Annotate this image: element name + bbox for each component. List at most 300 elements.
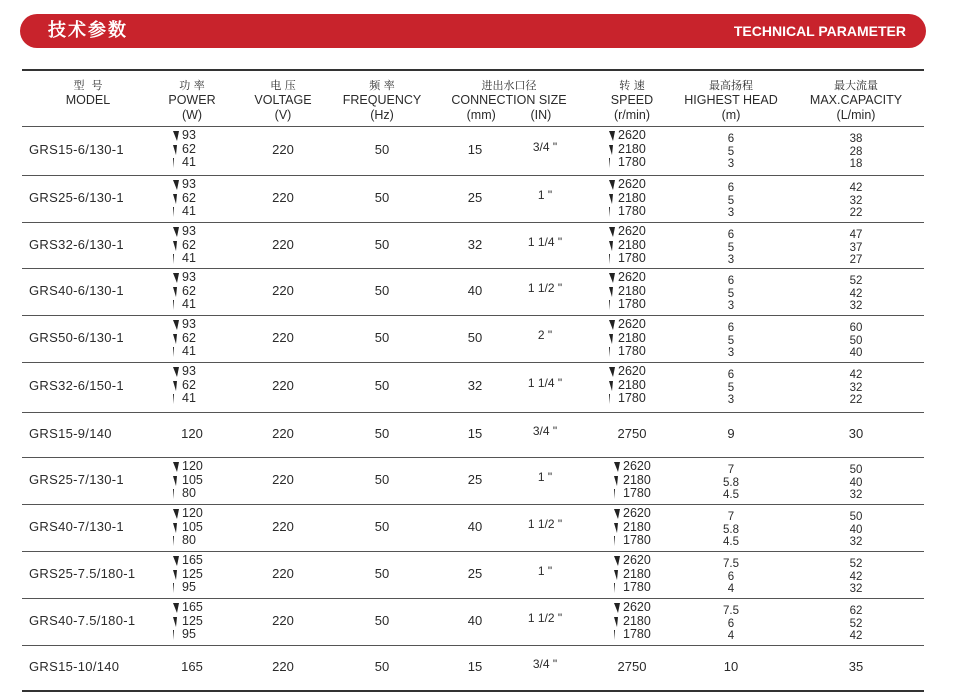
capacity-value: 38 xyxy=(849,133,863,145)
head-cell: 10 xyxy=(723,659,739,674)
power-value-text: 41 xyxy=(182,204,196,218)
speed-level-icon xyxy=(614,489,615,499)
capacity-value: 32 xyxy=(849,300,863,312)
power-value xyxy=(173,460,203,474)
header-speed-cn: 转 速 xyxy=(619,79,645,92)
speed-level-icon xyxy=(609,207,610,217)
model-cell: GRS40-7.5/180-1 xyxy=(29,613,136,628)
voltage-cell: 220 xyxy=(272,190,294,205)
model-cell: GRS15-10/140 xyxy=(29,659,120,674)
speed-value-text: 2620 xyxy=(623,600,651,614)
header-highest-head-en: HIGHEST HEAD xyxy=(684,93,778,107)
speed-level-icon xyxy=(173,254,174,264)
speed-cell: 2750 xyxy=(617,426,647,441)
capacity-value: 40 xyxy=(849,476,863,489)
power-value xyxy=(173,487,203,501)
speed-level-icon xyxy=(614,583,615,593)
power-value xyxy=(173,507,203,521)
row-divider xyxy=(22,457,924,458)
power-value xyxy=(173,156,196,170)
speed-level-icon xyxy=(173,180,179,190)
power-value-text: 105 xyxy=(182,472,203,487)
speed-level-icon xyxy=(173,273,179,283)
connection-mm-cell: 15 xyxy=(467,141,483,157)
voltage-cell: 220 xyxy=(272,566,294,581)
capacity-value: 22 xyxy=(849,207,863,219)
capacity-stack xyxy=(826,275,886,313)
model-cell: GRS32-6/150-1 xyxy=(29,378,124,393)
header-highest-head-unit: (m) xyxy=(721,108,741,122)
row-divider xyxy=(22,175,924,176)
power-value xyxy=(173,474,203,488)
capacity-value: 50 xyxy=(849,511,863,523)
row-divider xyxy=(22,598,924,599)
power-value xyxy=(173,205,196,219)
header-max-capacity xyxy=(796,78,916,124)
power-value xyxy=(173,581,203,595)
row-divider xyxy=(22,268,924,269)
speed-level-icon xyxy=(609,320,615,330)
speed-value xyxy=(614,628,651,642)
speed-value-text: 2180 xyxy=(618,141,646,156)
voltage-cell: 220 xyxy=(272,659,294,674)
connection-inch-cell: 1 1/2 " xyxy=(527,517,563,531)
speed-value-text: 2620 xyxy=(618,128,646,142)
speed-value-text: 1780 xyxy=(623,533,651,547)
speed-level-icon xyxy=(173,394,174,404)
head-stack xyxy=(701,182,761,220)
header-connection-size-cn: 进出水口径 xyxy=(481,79,537,92)
capacity-value: 42 xyxy=(849,369,863,381)
speed-level-icon xyxy=(614,462,620,472)
connection-inch-cell: 3/4 " xyxy=(532,139,558,154)
power-value xyxy=(173,379,196,393)
connection-inch-cell: 1 " xyxy=(537,564,553,578)
header-power-en: POWER xyxy=(168,93,216,107)
header-voltage-en: VOLTAGE xyxy=(254,93,312,107)
voltage-cell: 220 xyxy=(272,141,294,157)
row-divider xyxy=(22,126,924,127)
speed-value-text: 1780 xyxy=(618,251,646,265)
power-stack xyxy=(173,225,196,266)
head-value: 7.5 xyxy=(723,558,739,570)
voltage-cell: 220 xyxy=(272,330,294,345)
speed-value-text: 1780 xyxy=(618,391,646,405)
speed-value xyxy=(614,581,651,595)
speed-stack xyxy=(614,460,651,501)
speed-level-icon xyxy=(173,241,177,251)
head-value: 3 xyxy=(727,254,735,266)
speed-level-icon xyxy=(609,145,613,155)
power-value-text: 93 xyxy=(182,317,196,331)
table-top-rule xyxy=(22,69,924,71)
power-value-text: 62 xyxy=(182,330,196,345)
connection-mm-cell: 40 xyxy=(467,613,483,628)
header-voltage-unit: (V) xyxy=(274,108,292,122)
power-value xyxy=(173,332,196,346)
capacity-stack xyxy=(826,511,886,549)
frequency-cell: 50 xyxy=(374,566,390,581)
power-value-text: 62 xyxy=(182,377,196,392)
speed-level-icon xyxy=(173,630,174,640)
header-power-unit: (W) xyxy=(181,108,203,122)
head-value: 5.8 xyxy=(723,523,739,536)
connection-mm-cell: 15 xyxy=(467,659,483,674)
speed-level-icon xyxy=(173,207,174,217)
capacity-value: 32 xyxy=(849,583,863,595)
voltage-cell: 220 xyxy=(272,426,294,441)
speed-value-text: 2620 xyxy=(623,553,651,567)
speed-level-icon xyxy=(609,287,613,297)
power-cell: 120 xyxy=(181,426,203,441)
head-cell: 9 xyxy=(727,426,735,441)
head-value: 6 xyxy=(727,617,735,630)
frequency-cell: 50 xyxy=(374,190,390,205)
banner-title-cn: 技术参数 xyxy=(48,20,128,41)
connection-inch-cell: 3/4 " xyxy=(532,424,558,438)
head-value: 6 xyxy=(727,322,735,334)
connection-inch-cell: 1 1/4 " xyxy=(527,234,563,249)
speed-value xyxy=(609,143,646,157)
capacity-stack xyxy=(826,464,886,502)
connection-mm-cell: 25 xyxy=(467,190,483,205)
speed-level-icon xyxy=(614,570,618,580)
capacity-value: 32 xyxy=(849,536,863,548)
header-speed-unit: (r/min) xyxy=(613,108,651,122)
header-frequency xyxy=(332,78,432,124)
capacity-value: 42 xyxy=(849,287,863,300)
speed-value-text: 2620 xyxy=(623,459,651,473)
speed-level-icon xyxy=(173,334,177,344)
capacity-value: 27 xyxy=(849,254,863,266)
row-divider xyxy=(22,645,924,646)
speed-value-text: 2180 xyxy=(618,237,646,252)
capacity-value: 60 xyxy=(849,322,863,334)
speed-stack xyxy=(614,507,651,548)
power-value-text: 80 xyxy=(182,533,196,547)
head-value: 6 xyxy=(727,570,735,583)
power-value-text: 93 xyxy=(182,364,196,378)
head-value: 7 xyxy=(727,464,735,476)
header-frequency-cn: 频 率 xyxy=(369,79,395,92)
voltage-cell: 220 xyxy=(272,378,294,393)
connection-inch-cell: 1 1/2 " xyxy=(527,611,563,625)
speed-value xyxy=(609,271,646,285)
speed-stack xyxy=(609,129,646,170)
capacity-cell: 35 xyxy=(848,659,864,674)
speed-value xyxy=(609,365,646,379)
speed-value-text: 1780 xyxy=(618,155,646,169)
power-value xyxy=(173,271,196,285)
power-stack xyxy=(173,460,203,501)
speed-level-icon xyxy=(173,583,174,593)
capacity-value: 28 xyxy=(849,145,863,158)
frequency-cell: 50 xyxy=(374,378,390,393)
power-value-text: 120 xyxy=(182,459,203,473)
speed-level-icon xyxy=(173,523,177,533)
speed-value-text: 2620 xyxy=(618,177,646,191)
speed-level-icon xyxy=(173,194,177,204)
row-divider xyxy=(22,412,924,413)
speed-value xyxy=(609,252,646,266)
speed-value xyxy=(609,178,646,192)
speed-value xyxy=(609,332,646,346)
power-value-text: 95 xyxy=(182,627,196,641)
power-stack xyxy=(173,129,196,170)
power-value xyxy=(173,554,203,568)
head-stack xyxy=(701,229,761,267)
power-value-text: 41 xyxy=(182,391,196,405)
power-value-text: 62 xyxy=(182,141,196,156)
frequency-cell: 50 xyxy=(374,141,390,157)
speed-level-icon xyxy=(609,367,615,377)
model-cell: GRS32-6/130-1 xyxy=(29,236,124,252)
connection-mm-cell: 25 xyxy=(467,472,483,487)
speed-value xyxy=(609,239,646,253)
capacity-value: 52 xyxy=(849,558,863,570)
power-value-text: 93 xyxy=(182,177,196,191)
speed-level-icon xyxy=(614,617,618,627)
head-value: 5 xyxy=(727,194,735,207)
connection-inch-cell: 1 1/4 " xyxy=(527,376,563,390)
power-value-text: 105 xyxy=(182,519,203,534)
capacity-stack xyxy=(826,558,886,596)
speed-value xyxy=(614,474,651,488)
connection-mm-cell: 50 xyxy=(467,330,483,345)
header-model-en: MODEL xyxy=(65,93,111,107)
speed-level-icon xyxy=(609,334,613,344)
power-value xyxy=(173,239,196,253)
power-value-text: 41 xyxy=(182,251,196,265)
connection-mm-cell: 15 xyxy=(467,426,483,441)
power-stack xyxy=(173,507,203,548)
speed-level-icon xyxy=(614,476,618,486)
power-value-text: 41 xyxy=(182,344,196,358)
table-bottom-rule xyxy=(22,690,924,692)
speed-level-icon xyxy=(173,320,179,330)
speed-value xyxy=(609,205,646,219)
speed-value xyxy=(609,345,646,359)
head-value: 3 xyxy=(727,158,735,170)
speed-level-icon xyxy=(173,489,174,499)
speed-level-icon xyxy=(609,227,615,237)
capacity-value: 52 xyxy=(849,617,863,630)
head-value: 3 xyxy=(727,347,735,359)
head-value: 5 xyxy=(727,145,735,158)
header-connection-size-unit: (mm) (IN) xyxy=(466,108,552,122)
speed-level-icon xyxy=(609,131,615,141)
head-value: 7 xyxy=(727,511,735,523)
speed-level-icon xyxy=(173,570,177,580)
frequency-cell: 50 xyxy=(374,330,390,345)
speed-stack xyxy=(614,554,651,595)
capacity-stack xyxy=(826,182,886,220)
frequency-cell: 50 xyxy=(374,472,390,487)
power-value xyxy=(173,628,203,642)
voltage-cell: 220 xyxy=(272,236,294,252)
model-cell: GRS15-6/130-1 xyxy=(29,141,124,157)
head-stack xyxy=(701,558,761,596)
header-highest-head-cn: 最高扬程 xyxy=(709,79,753,92)
speed-level-icon xyxy=(173,158,174,168)
power-value xyxy=(173,129,196,143)
speed-level-icon xyxy=(173,556,179,566)
model-cell: GRS40-6/130-1 xyxy=(29,283,124,298)
speed-value xyxy=(614,521,651,535)
head-value: 6 xyxy=(727,369,735,381)
speed-level-icon xyxy=(614,509,620,519)
speed-value-text: 2620 xyxy=(618,364,646,378)
power-stack xyxy=(173,271,196,312)
power-value-text: 125 xyxy=(182,566,203,581)
speed-value xyxy=(609,285,646,299)
head-value: 6 xyxy=(727,133,735,145)
frequency-cell: 50 xyxy=(374,236,390,252)
power-value-text: 62 xyxy=(182,190,196,205)
connection-mm-cell: 25 xyxy=(467,566,483,581)
header-max-capacity-en: MAX.CAPACITY xyxy=(809,93,903,107)
speed-value xyxy=(614,487,651,501)
power-value xyxy=(173,521,203,535)
model-cell: GRS40-7/130-1 xyxy=(29,519,124,534)
power-value-text: 93 xyxy=(182,128,196,142)
speed-value-text: 1780 xyxy=(623,580,651,594)
speed-stack xyxy=(614,601,651,642)
speed-level-icon xyxy=(614,556,620,566)
header-voltage xyxy=(238,78,328,124)
power-value xyxy=(173,285,196,299)
head-value: 5 xyxy=(727,241,735,254)
header-connection-size xyxy=(434,78,584,124)
capacity-value: 37 xyxy=(849,241,863,254)
row-divider xyxy=(22,222,924,223)
power-value xyxy=(173,225,196,239)
head-stack xyxy=(701,133,761,171)
speed-level-icon xyxy=(614,523,618,533)
capacity-stack xyxy=(826,322,886,360)
power-value-text: 93 xyxy=(182,270,196,284)
header-highest-head xyxy=(671,78,791,124)
speed-value-text: 2620 xyxy=(618,317,646,331)
power-value xyxy=(173,192,196,206)
speed-value xyxy=(609,318,646,332)
row-divider xyxy=(22,551,924,552)
connection-mm-cell: 40 xyxy=(467,283,483,298)
speed-value-text: 1780 xyxy=(623,486,651,500)
head-value: 3 xyxy=(727,300,735,312)
speed-level-icon xyxy=(173,227,179,237)
header-power-cn: 功 率 xyxy=(179,79,205,92)
speed-value xyxy=(609,129,646,143)
section-banner xyxy=(20,14,926,48)
power-value xyxy=(173,345,196,359)
speed-value xyxy=(614,507,651,521)
head-value: 6 xyxy=(727,229,735,241)
power-value xyxy=(173,143,196,157)
capacity-value: 32 xyxy=(849,194,863,207)
power-value-text: 95 xyxy=(182,580,196,594)
connection-mm-cell: 32 xyxy=(467,378,483,393)
head-value: 3 xyxy=(727,394,735,406)
speed-value xyxy=(609,192,646,206)
speed-value xyxy=(614,534,651,548)
power-value xyxy=(173,615,203,629)
speed-level-icon xyxy=(609,241,613,251)
head-value: 4.5 xyxy=(723,489,739,501)
speed-value-text: 2180 xyxy=(623,519,651,534)
speed-level-icon xyxy=(173,509,179,519)
speed-value xyxy=(609,298,646,312)
row-divider xyxy=(22,504,924,505)
speed-level-icon xyxy=(614,603,620,613)
header-model xyxy=(28,78,148,124)
power-stack xyxy=(173,365,196,406)
speed-level-icon xyxy=(609,381,613,391)
capacity-cell: 30 xyxy=(848,426,864,441)
speed-value-text: 1780 xyxy=(618,204,646,218)
frequency-cell: 50 xyxy=(374,659,390,674)
frequency-cell: 50 xyxy=(374,426,390,441)
connection-inch-cell: 1 1/2 " xyxy=(527,281,563,295)
speed-value-text: 2180 xyxy=(618,330,646,345)
model-cell: GRS25-6/130-1 xyxy=(29,190,124,205)
power-value-text: 165 xyxy=(182,600,203,614)
connection-inch-cell: 3/4 " xyxy=(532,657,558,671)
power-value xyxy=(173,365,196,379)
head-value: 3 xyxy=(727,207,735,219)
voltage-cell: 220 xyxy=(272,519,294,534)
header-max-capacity-cn: 最大流量 xyxy=(834,79,878,92)
head-value: 7.5 xyxy=(723,605,739,617)
power-value xyxy=(173,601,203,615)
power-stack xyxy=(173,318,196,359)
capacity-value: 42 xyxy=(849,630,863,642)
speed-value xyxy=(614,568,651,582)
speed-level-icon xyxy=(173,603,179,613)
speed-level-icon xyxy=(173,536,174,546)
speed-level-icon xyxy=(173,145,177,155)
speed-value-text: 2180 xyxy=(618,190,646,205)
model-cell: GRS50-6/130-1 xyxy=(29,330,124,345)
power-value-text: 62 xyxy=(182,283,196,298)
power-stack xyxy=(173,601,203,642)
speed-level-icon xyxy=(173,347,174,357)
speed-value xyxy=(609,392,646,406)
head-stack xyxy=(701,369,761,407)
speed-level-icon xyxy=(173,287,177,297)
speed-level-icon xyxy=(614,630,615,640)
head-stack xyxy=(701,605,761,643)
speed-value-text: 1780 xyxy=(618,297,646,311)
head-value: 6 xyxy=(727,182,735,194)
head-stack xyxy=(701,322,761,360)
speed-value-text: 2180 xyxy=(623,472,651,487)
voltage-cell: 220 xyxy=(272,472,294,487)
speed-level-icon xyxy=(609,347,610,357)
model-cell: GRS25-7/130-1 xyxy=(29,472,124,487)
speed-value-text: 2620 xyxy=(618,224,646,238)
speed-value xyxy=(609,225,646,239)
connection-inch-cell: 2 " xyxy=(537,328,553,342)
speed-value-text: 2180 xyxy=(623,566,651,581)
voltage-cell: 220 xyxy=(272,613,294,628)
power-value xyxy=(173,252,196,266)
frequency-cell: 50 xyxy=(374,283,390,298)
head-stack xyxy=(701,275,761,313)
header-speed xyxy=(592,78,672,124)
speed-value xyxy=(609,379,646,393)
head-value: 4.5 xyxy=(723,536,739,548)
